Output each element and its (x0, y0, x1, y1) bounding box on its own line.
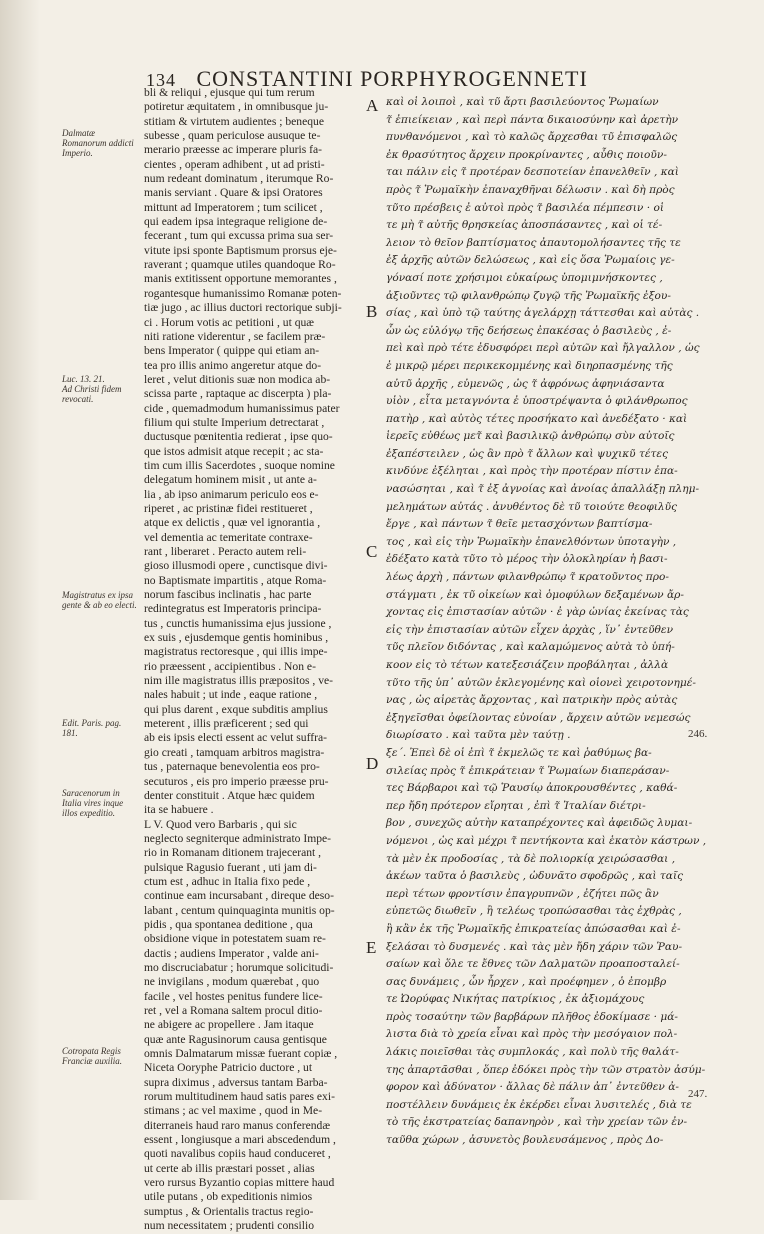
text-line: quæ ante Ragusinorum causa gentisque (144, 1032, 327, 1046)
text-line: cientes , operam adhibent , ut ad pristi- (144, 157, 325, 171)
text-line: ται πάλιν εἰς τ̃ προτέραν δεσποτείαν ἐπανελθεῖν , καὶ (386, 166, 679, 179)
text-line: ταῦθα χώρων , ἀσυνετὸς βουλευσάμενος , πρὸς Δο- (386, 1134, 664, 1147)
text-line: niti ratione viderentur , se facilem præ- (144, 329, 326, 343)
margin-note: Luc. 13. 21. (62, 374, 105, 384)
text-line: supra diximus , adversus tantam Barba- (144, 1075, 328, 1089)
text-line: ne abigere ac propellere . Jam itaque (144, 1018, 314, 1032)
text-line: bli & reliqui , ejusque qui tum rerum (144, 86, 315, 99)
text-line: rio præessent , accipientibus . Non e- (144, 659, 316, 673)
text-line: magistratus rectoresque , qui illis impe- (144, 645, 328, 659)
text-line: merario præesse ac imperare pluris fa- (144, 143, 323, 157)
text-line: pulsique Ragusio fuerant , uti jam di- (144, 860, 317, 874)
text-line: εὐπετῶς διωθεῖν , ἢ τελέως τροπώσασθαι τὰς ἐχθρὰς , (386, 905, 682, 918)
text-line: πατὴρ , καὶ αὐτὸς τέτες προσήκατο καὶ ἀνεδέξατο · καὶ (386, 412, 688, 425)
text-line: ita se habuere . (144, 803, 214, 817)
text-line: ctum est , adhuc in Italia fixo pede , (144, 874, 311, 888)
margin-note: Dalmatæ Romanorum addicti Imperio. (62, 128, 134, 158)
text-line: tus , cunctis humanissima ejus jussione , (144, 616, 332, 630)
text-line: κινδύνε ἐξέληται , καὶ πρὸς τὴν προτέραν πίστιν ἐπα- (386, 465, 678, 478)
text-line: εἰς τὴν ἐπιστασίαν αὐτῶν εἶχεν ἀρχὰς , ἵν᾽ ἐντεῦθεν (386, 623, 674, 636)
text-line: τῦτο τῆς ὑπ᾽ αὐτῶν ἐκλεγομένης καὶ οἱονεὶ χειροτονημέ- (386, 676, 696, 689)
text-line: continue eam incursabant , direque deso- (144, 889, 334, 903)
text-line: fecerant , tum qui excussa prima sua ser- (144, 229, 334, 243)
text-line: stitiam & virtutem audientes ; beneque (144, 114, 324, 128)
text-line: redintegratus est Imperatoris principa- (144, 602, 322, 616)
text-line: πρὸς τοσαύτην τῶν βαρβάρων πλῆθος ἐδοκίμασε · μά- (386, 1010, 679, 1023)
text-line: no Baptismate impartitis , atque Roma- (144, 573, 327, 587)
text-line: χοντας εἰς ἐπιστασίαν αὐτῶν · ἐ γὰρ ὠνίας ἐκείνας τὰς (386, 606, 689, 619)
text-line: αὐτῦ ἀρχῆς , εὐμενῶς , ὡς τ̃ ἀφρόνως ἀφηνιάσαντα (386, 377, 665, 390)
text-line: qui eadem ipsa integraque religione de- (144, 215, 328, 229)
margin-note: Ad Christi fidem revocati. (62, 384, 122, 404)
text-line: τὸ τῆς ἐκστρατείας δαπανηρὸν , καὶ τὴν χρείαν τῶν ἐν- (386, 1116, 688, 1129)
text-line: mittunt ad Imperatorem ; tum scilicet , (144, 200, 323, 214)
text-line: σαίων καὶ ὅλε τε ἔθνες τῶν Δαλματῶν προαποσταλεί- (386, 958, 680, 971)
page-number: 134 (146, 70, 176, 90)
text-line: qui plus darent , exque subditis amplius (144, 702, 328, 716)
text-line: pidis , qua spontanea deditione , qua (144, 917, 313, 931)
text-line: ab eis ipsis electi essent ac velut suffra- (144, 731, 327, 745)
right-margin-number: 246. (688, 728, 708, 740)
text-line: τε μὴ τ̃ αὐτῆς θρησκείας ἀποσπάσαντες , καὶ οἱ τέ- (386, 219, 663, 232)
text-line: πρὸς τ̃ Ῥωμαϊκὴν ἐπαναχθῆναι δέλωσιν . καὶ δὴ πρὸς (386, 183, 675, 196)
text-line: διωρίσατο . καὶ ταῦτα μὲν ταύτῃ . (386, 729, 571, 742)
text-line: γόνασί ποτε χρήσιμοι εὐκαίρως ὑπομιμνήσκοντες , (386, 271, 663, 284)
text-line: τες Βάρβαροι καὶ τῷ Ῥαυσίῳ ἀποκρουσθέντες , καθά- (386, 782, 678, 795)
text-line: dactis ; audiens Imperator , valde ani- (144, 946, 319, 960)
text-line: ἀκέων ταῦτα ὁ βασιλεὺς , ὠδυνᾶτο σφοδρῶς , καὶ ταῖς (386, 870, 684, 883)
text-line: ret , vel a Romana saltem procul ditio- (144, 1004, 323, 1017)
section-letter: C (366, 542, 378, 561)
text-line: vel dementia ac temeritate contraxe- (144, 530, 313, 544)
section-letter: B (366, 302, 378, 321)
text-line: πεὶ καὶ πρὸ τέτε ἐδυσφόρει περὶ αὐτῶν καὶ ἤλγαλλον , ὡς (386, 342, 700, 355)
text-line: neglecto segniterque administrato Impe- (144, 831, 332, 845)
text-line: cide , quemadmodum humanissimus pater (144, 401, 340, 415)
right-margin-number: 247. (688, 1088, 708, 1100)
text-line: manis extitissent opportune memorantes , (144, 272, 337, 286)
text-line: denter constituit . Atque hæc quidem (144, 788, 315, 802)
text-line: ἢ κἂν ἐκ τῆς Ῥωμαϊκῆς ἐπικρατείας ἀπώσασθαι καὶ ἐ- (386, 922, 681, 935)
section-letter: E (366, 938, 377, 957)
text-line: sumptus , & Orientalis tractus regio- (144, 1204, 314, 1218)
text-line: τος , καὶ εἰς τὴν Ῥωμαϊκὴν ἐπανελθόντων ὑποταγὴν , (386, 535, 677, 548)
margin-note: Edit. Paris. pag. 181. (62, 718, 122, 738)
text-line: labant , centum quinquaginta munitis op- (144, 903, 335, 917)
text-line: μελημάτων αὐτάς . ἀνυθέντος δὲ τῦ τοιούτε θεοφιλῦς (386, 500, 678, 513)
text-line: rogantesque humanissimo Romanæ poten- (144, 286, 342, 300)
text-line: περὶ τέτων φροντίσιν ἐπαγρυπνῶν , ἐζήτει πῶς ἂν (386, 887, 659, 900)
section-letter: D (366, 754, 379, 773)
text-line: gio creati , tamquam arbitros magistra- (144, 745, 325, 759)
text-line: ἐ μικρῷ μέρει περικεκομμένης καὶ διηρπασμένης τῆς (386, 359, 673, 372)
margin-note: Saracenorum in Italia vires inque illos expeditio. (62, 788, 124, 818)
text-line: τῦς πλεῖον διδόντας , καὶ καλαμώμενος αὐτὰ τὸ ὑπή- (386, 641, 675, 654)
text-line: ἱερεῖς εὐθέως μετ̃ καὶ βασιλικῷ ἀνθρώπῳ σὺν αὐτοῖς (386, 430, 675, 443)
text-line: λέως ἀρχὴ , πάντων φιλανθρώπῳ τ̃ κρατοῦντος προ- (386, 571, 669, 584)
latin-text-column (144, 86, 366, 1234)
text-line: utile putans , ob expeditionis nimios (144, 1190, 313, 1204)
text-line: mo discruciabatur ; horumque solicitudi- (144, 960, 334, 974)
text-line: facile , vel hostes penitus fundere lice- (144, 989, 323, 1003)
text-line: της ἀπαρτᾶσθαι , ὅπερ ἐδόκει πρὸς τὴν τῶν στρατὸν ἀσύμ- (386, 1063, 706, 1076)
text-line: filium qui stulte Imperium detrectarat , (144, 415, 325, 429)
text-line: lia , ab ipso animarum periculo eos e- (144, 487, 319, 501)
text-line: meterent , illis præficerent ; sed qui (144, 717, 309, 731)
text-line: τ̃ ἐπιείκειαν , καὶ περὶ πάντα δικαιοσύνην καὶ ἀρετὴν (386, 113, 679, 126)
text-line: νόμενοι , ὡς καὶ μέχρι τ̃ πεντήκοντα καὶ ἑκατὸν κάστρων , (386, 834, 707, 847)
text-line: λάκις ποιεῖσθαι τὰς συμπλοκάς , καὶ πολὺ τῆς θαλάτ- (386, 1046, 679, 1059)
text-line: manis serviant . Quare & ipsi Oratores (144, 186, 323, 200)
text-line: καὶ οἱ λοιποὶ , καὶ τῦ ἄρτι βασιλεύοντος Ῥωμαίων (386, 96, 659, 108)
text-line: diterraneis haud raro manus conferendæ (144, 1118, 331, 1132)
text-line: stimans ; ac vel maxime , quod in Me- (144, 1104, 323, 1118)
running-title: CONSTANTINI PORPHYROGENNETI (196, 66, 588, 91)
text-line: bens Imperator ( quippe qui etiam an- (144, 344, 320, 358)
text-line: vero rursus Byzantio copias mittere haud (144, 1176, 335, 1190)
text-line: ἐξαπέστειλεν , ὡς ἂν πρὸ τ̃ ἄλλων καὶ ψυχικῦ τέτες (386, 447, 669, 460)
margin-note: Magistratus ex ipsa gente & ab eo electi. (62, 590, 137, 610)
text-line: rorum multitudinem haud satis pares exi- (144, 1090, 335, 1104)
text-line: σίας , καὶ ὑπὸ τῷ ταύτης ἀγελάρχῃ τάττεσθαι καὶ αὐτὰς . (386, 307, 700, 320)
text-line: tiæ jugo , ac illius ductori rectorique subji- (144, 301, 342, 315)
text-line: quoti navalibus copiis haud conduceret , (144, 1147, 331, 1161)
text-line: vitute ipsi sponte Baptismum prorsus eje- (144, 243, 337, 257)
text-line: ξε΄. Ἐπεὶ δὲ οἱ ἐπὶ τ̃ ἐκμελῶς τε καὶ ῥαθύμως βα- (386, 746, 652, 759)
text-line: σιλείας πρὸς τ̃ ἐπικράτειαν τ̃ Ῥωμαίων διαπεράσαν- (386, 764, 670, 777)
text-line: ὧν ὡς εὐλόγῳ τῆς δεήσεως ἐπακέσας ὁ βασιλεὺς , ἐ- (386, 324, 672, 337)
text-line: delegatum hominem misit , ut ante a- (144, 473, 317, 487)
text-line: περ ἤδη πρότερον εἴρηται , ἐπὶ τ̃ Ἰταλίαν διέτρι- (386, 799, 646, 812)
text-line: L V. Quod vero Barbaris , qui sic (144, 817, 297, 831)
text-line: num necessitatem ; prudenti consilio (144, 1219, 315, 1233)
text-line: ἀξιοῦντες τῷ φιλανθρώπῳ ζυγῷ τῆς Ῥωμαϊκῆς ἐξου- (386, 289, 671, 302)
page-gutter-shadow (0, 0, 40, 1200)
text-line: ἔργε , καὶ πάντων τ̃ θεῖε μετασχόντων βαπτίσμα- (386, 518, 653, 531)
text-line: ci . Horum votis ac petitioni , ut quæ (144, 315, 315, 329)
text-line: ξελάσαι τὸ δυσμενές . καὶ τὰς μὲν ἤδη χάριν τῶν Ῥαυ- (386, 940, 683, 953)
text-line: num redeant dominatum , iterumque Ro- (144, 172, 334, 186)
text-line: potiretur æquitatem , in omnibusque ju- (144, 100, 329, 114)
text-line: λειον τὸ θεῖον βαπτίσματος ἀπαυτομολήσαντες τῆς τε (386, 236, 681, 249)
text-line: Niceta Ooryphe Patricio ductore , ut (144, 1061, 313, 1075)
text-line: ductusque pœnitentia redierat , ipse quo- (144, 430, 333, 444)
text-line: essent , longiusque a mari abscedendum , (144, 1133, 336, 1147)
text-line: κοον εἰς τὸ τέτων κατεξεσιάζειν προβάληται , ἀλλὰ (386, 659, 669, 671)
text-line: ut certe ab illis præstari posset , alias (144, 1161, 315, 1175)
text-line: στάγματι , ἐκ τῦ οἰκείων καὶ ὁμοφύλων δεξαμένων ἄρ- (386, 588, 684, 601)
text-line: βον , συνεχῶς αὐτὴν καταπρέχοντες καὶ ἀφειδῶς λυμαι- (386, 817, 693, 830)
text-line: ἐδέξατο κατὰ τῦτο τὸ μέρος τὴν ὁλοκληρίαν ἡ βασι- (386, 553, 668, 566)
text-line: norum fascibus inclinatis , hac parte (144, 588, 312, 602)
text-line: φορον καὶ ἀδύνατον · ἄλλας δὲ πάλιν ἀπ᾽ ἐντεῦθεν ἀ- (386, 1081, 679, 1094)
text-line: σας δυνάμεις , ὧν ἦρχεν , καὶ προέφημεν , ὁ ἐπομβρ (386, 975, 667, 988)
text-line: obsidione vique in potestatem suam re- (144, 932, 326, 946)
text-line: gioso illusmodi opere , cunctisque divi- (144, 559, 328, 573)
text-line: que istos admisit atque recepit ; ac sta- (144, 444, 324, 458)
text-line: νασώσηται , καὶ τ̃ ἐξ ἀγνοίας καὶ ἀνοίας ἀπαλλάξῃ πλημ- (386, 483, 700, 496)
margin-note: Cotropata Regis Franciæ auxilia. (62, 1046, 122, 1066)
text-line: raverant ; quamque utiles quandoque Ro- (144, 258, 336, 272)
text-line: λιστα διὰ τὸ χρεία εἶναι καὶ πρὸς τὴν μεσόγαιον πολ- (386, 1028, 678, 1041)
text-line: nim ille magistratus illis præpositos , ve- (144, 674, 334, 688)
text-line: leret , velut ditionis suæ non modica ab- (144, 372, 331, 386)
text-line: νας , ὡς αἱρετὰς ἄρχοντας , καὶ πατρικὴν πρὸς αὐτὰς (386, 694, 678, 707)
text-line: τὰ μὲν ἐκ προδοσίας , τὰ δὲ πολιορκίᾳ χειρώσασθαι , (386, 852, 676, 865)
text-line: nales habuit ; ut inde , eaque ratione , (144, 688, 318, 702)
text-line: tus , paternaque benevolentia eos pro- (144, 760, 320, 774)
text-line: πυνθανόμενοι , καὶ τὸ καλῶς ἄρχεσθαι τῦ ἐπισφαλῶς (386, 131, 678, 144)
text-line: τε Ὠορύφας Νικήτας πατρίκιος , ἐκ ἀξιομάχους (386, 993, 645, 1006)
text-line: ἐξηγεῖσθαι ὀφείλοντας εὐνοίαν , ἄρχειν αὐτῶν νεμεσώς (386, 711, 691, 724)
text-line: secuturos , eis pro imperio præesse pru- (144, 774, 329, 788)
section-letter: A (366, 96, 379, 115)
text-line: ἐξ ἀρχῆς αὐτῶν δελώσεως , καὶ εἰς ὅσα Ῥωμαίοις γε- (386, 254, 675, 267)
text-line: ne invigilans , modum quærebat , quo (144, 975, 320, 989)
text-line: τῦτο πρέσβεις ἐ αὐτοὶ πρὸς τ̃ βασιλέα πέμπεσιν · οἱ (386, 201, 665, 214)
text-line: rio in Romanam ditionem trajecerant , (144, 846, 322, 860)
text-line: ἐκ θρασύτητος ἄρχειν προκρίναντες , αὖθις ποιοῦν- (386, 148, 667, 161)
text-line: ex suis , ejusdemque gentis hominibus , (144, 631, 329, 645)
text-line: rant , liberaret . Peracto autem reli- (144, 545, 307, 558)
text-line: riperet , ac pristinæ fidei restitueret , (144, 501, 313, 515)
text-line: tea pro illis animo angeretur atque do- (144, 358, 322, 372)
text-line: ποστέλλειν δυνάμεις ἐκ ἐκέρδει εἶναι λυσιτελές , διὰ τε (386, 1098, 692, 1111)
text-line: atque ex delictis , quæ vel ignorantia , (144, 516, 321, 530)
text-line: tim cum illis Sacerdotes , suoque nomine (144, 458, 335, 472)
text-line: omnis Dalmatarum missæ fuerant copiæ , (144, 1047, 338, 1061)
text-line: scissa parte , raptaque ac discerpta ) pla- (144, 387, 332, 401)
text-line: subesse , quam periculose ausuque te- (144, 129, 321, 143)
text-line: υἱὸν , εἶτα μεταγνόντα ἐ ὑποστρέψαντα ὁ φιλάνθρωπος (386, 395, 688, 408)
